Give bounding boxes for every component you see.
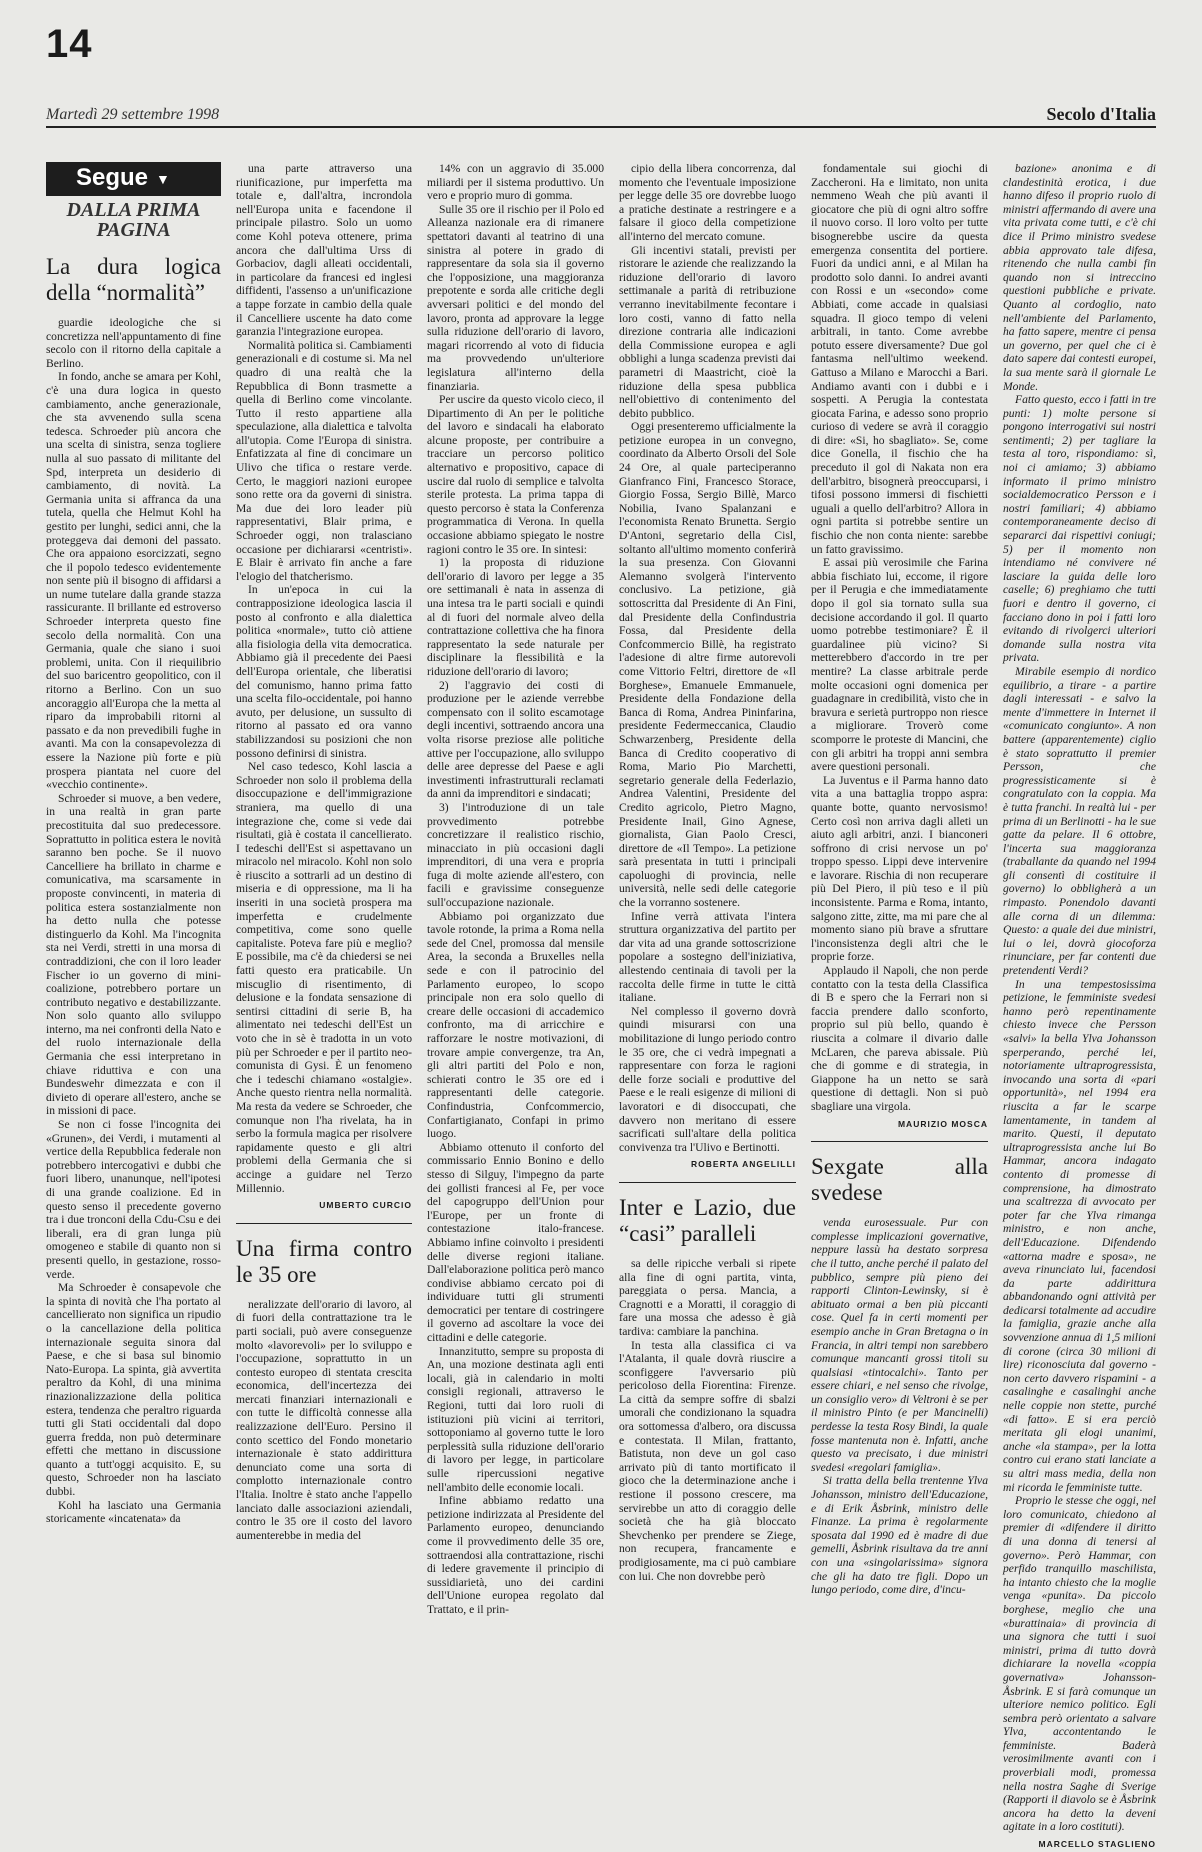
page-number: 14 bbox=[46, 22, 93, 66]
article-body bbox=[236, 162, 412, 1195]
paragraph: Mirabile esempio di nordico equilibrio, a tirare - a partire dagli interessati - e salvo la mente d'immettere in Internet il «comunicato congiunto». A non battere (apparentemente) ciglio è stato soprattutto il premier Persson, che progressisticamente si è congratulato con la coppia. Ma è tutta franchi. In realtà lui - per prima di un Berlinotti - ha le sue gatte da pelare. Il 6 ottobre, l'incerta sua maggioranza (traballante da quando nel 1994 gli consentì di costituire il governo) lo obbligherà a un rimpasto. Ponendolo davanti alle corna di un dilemma: Questo: a quale dei due ministri, lui o lei, dovrà giocoforza rinunciare, per far contenti due pretendenti Verdi? bbox=[1003, 664, 1156, 978]
paragraph: 2) l'aggravio dei costi di produzione per le aziende verrebbe compensato con il solito escamotage degli incentivi, sottraendo ancora una volta risorse preziose alle politiche attive per l'occupazione, allo sviluppo delle aree depresse del Paese e agli investimenti infrastrutturali reclamati da anni da imprenditori e sindacati; bbox=[427, 678, 604, 801]
paragraph: 14% con un aggravio di 35.000 miliardi per il sistema produttivo. Un vero e proprio muro di gomma. bbox=[427, 162, 604, 203]
paragraph: Innanzitutto, sempre su proposta di An, una mozione destinata agli enti locali, già in calendario in molti consigli regionali, attraverso le Regioni, tutti dai loro ruoli di istituzioni più vicini ai territori, sottoponiamo al governo tutte le loro perplessità sulla riduzione dell'orario di lavoro per legge, in particolare sulle ripercussioni negative nell'ambito delle economie locali. bbox=[427, 1344, 604, 1494]
paragraph: Abbiamo ottenuto il conforto del commissario Ennio Bonino e dello stesso di Silguy, l'impegno da parte dei gollisti francesi al Fe, per voce del capogruppo dell'Union pour l'Europe, per un fronte di contestazione italo-francese. Abbiamo infine coinvolto i presidenti delle diverse regioni italiane. Dall'elaborazione politica però manco condivise abbiamo cercato poi di individuare tutti gli strumenti democratici per tentare di costringere il governo ad ascoltare la voce dei cittadini e delle categorie. bbox=[427, 1140, 604, 1345]
article-box bbox=[619, 1182, 796, 1583]
column-5 bbox=[811, 162, 988, 1732]
paragraph: Nel caso tedesco, Kohl lascia a Schroeder non solo il problema della disoccupazione e dell'immigrazione straniera, ma quello di una integrazione che, come si vede dai risultati, già è costata il cancellierato. I tedeschi dell'Est si aspettavano un miracolo nel miracolo. Kohl non solo è riuscito a sottrarli ad un destino di miseria e di oppressione, ma li ha inseriti in una società prospera ma imperfetta e crudelmente competitiva, come sono quelle capitaliste. Poteva fare più e meglio? E possibile, ma c'è da chiedersi se nei fatti questo era praticabile. Un miscuglio di risentimento, di delusione e la fondata sensazione di sentirsi cittadini di serie B, ha alimentato nei tedeschi dell'Est un voto che in sè è tradotta in un voto più per Schroeder e per il partito neo-comunista di Gysi. È un fenomeno che i tedeschi chiamano «ostalgie». Anche questo rientra nella normalità. Ma resta da vedere se Schroeder, che comunque non l'ha rivelata, ha in serbo la formula magica per risolvere rapidamente questo e gli altri problemi della Germania che si accinge a guidare nel Terzo Millennio. bbox=[236, 760, 412, 1195]
headline-inter-lazio: Inter e Lazio, due “casi” paralleli bbox=[619, 1194, 796, 1246]
paragraph: cipio della libera concorrenza, dal momento che l'eventuale imposizione per legge delle 35 ore dovrebbe luogo a pratiche destinate a restringere e a falsare il gioco della competizione all'interno del mercato comune. bbox=[619, 162, 796, 243]
paragraph: In un'epoca in cui la contrapposizione ideologica lascia il posto al confronto e alla dialettica politica «normale», tutto ciò attiene alla fisiologia della vita democratica. Abbiamo già il precedente dei Paesi dell'Europa orientale, che liberatisi del comunismo, hanno prima fatto una scelta filo-occidentale, poi hanno avuto, per delusione, un sussulto di ritorno al passato ed ora vanno stabilizzandosi su posizioni che non possono definirsi di sinistra. bbox=[236, 583, 412, 760]
paragraph: Abbiamo poi organizzato due tavole rotonde, la prima a Roma nella sede del Cnel, promossa dal mensile Area, la seconda a Bruxelles nella sede e con il patrocinio del Parlamento europeo, lo scopo principale non era solo quello di creare delle occasioni di accademico confronto, ma di arricchire e rafforzare le nostre motivazioni, di trovare ampie convergenze, tra An, gli altri partiti del Polo e non, schierati contro le 35 ore ed i rappresentanti delle categorie. Confindustria, Confcommercio, Confartigianato, Confapi in primo luogo. bbox=[427, 909, 604, 1141]
dateline: Martedì 29 settembre 1998 bbox=[46, 106, 220, 123]
paragraph: 1) la proposta di riduzione dell'orario di lavoro per legge a 35 ore settimanali è nata in assenza di una intesa tra le parti sociali e quindi al di fuori del normale alveo della contrattazione collettiva che ha finora rappresentato la sede naturale per disciplinare la flessibilità e la riduzione dell'orario di lavoro; bbox=[427, 556, 604, 678]
triangle-down-icon: ▼ bbox=[156, 170, 170, 187]
header-rule bbox=[46, 126, 1156, 128]
column-2 bbox=[236, 162, 412, 1732]
paragraph: Infine verrà attivata l'intera struttura organizzativa del partito per dar vita ad una grande sottoscrizione popolare a sostegno dell'iniziativa, allestendo centinaia di tavoli per la raccolta delle firme in tutte le città italiane. bbox=[619, 909, 796, 1005]
byline: MARCELLO STAGLIENO bbox=[1038, 1839, 1156, 1850]
paragraph: neralizzate dell'orario di lavoro, al di fuori della contrattazione tra le parti sociali, può avere conseguenze molto «lavorevoli» per lo sviluppo e l'occupazione, soprattutto in un contesto europeo di stentata crescita economica, dell'incertezza dei mercati finanziari internazionali e con tutte le difficoltà connesse alla realizzazione dell'Euro. Persino il conto scettico del Fondo monetario internazionale è stato addirittura denunciato come una sorta di complotto internazionale contro l'Italia. Inoltre è stato anche l'appello lanciato dalle associazioni aziendali, contro le 35 ore il costo del lavoro aumenterebbe in media del bbox=[236, 1297, 412, 1542]
masthead: Secolo d'Italia bbox=[1046, 104, 1156, 124]
headline-sexgate: Sexgate alla svedese bbox=[811, 1154, 988, 1206]
column-3 bbox=[427, 162, 604, 1732]
paragraph: In fondo, anche se amara per Kohl, c'è una dura logica in questo cambiamento, anche generazionale, che sta avvenendo sulla scena tedesca. Schroeder più ancora che una scelta di sinistra, senza togliere nulla al suo passato di militante del Spd, interpreta un desiderio di cambiamento, di novità. La Germania unita si affranca da una tutela, quella che Helmut Kohl ha gestito per lunghi, sedici anni, che la proteggeva dai demoni del passato. Che ora appaiono esorcizzati, segno che il popolo tedesco evidentemente non sente più il bisogno di affidarsi a un nume tutelare dalla grande stazza rassicurante. Il brillante ed estroverso Schroeder interpreta questo fine secolo della normalità. Con una Germania, quale che siano i suoi problemi, unita. Con il riequilibrio del suo baricentro geopolitico, con il ritorno a Berlino. Con un suo ancoraggio all'Europa che la metta al riparo da improbabili ritorni al passato e da non prevedibili fughe in avanti. Ma con la consapevolezza di essere la Nazione più forte e più prospera piantata nel cuore del «vecchio continente». bbox=[46, 370, 221, 792]
byline: MAURIZIO MOSCA bbox=[897, 1118, 988, 1129]
paragraph: Kohl ha lasciato una Germania storicamente «incatenata» da bbox=[46, 1498, 221, 1526]
byline: ROBERTA ANGELILLI bbox=[691, 1159, 796, 1170]
paragraph: una parte attraverso una riunificazione, pur imperfetta ma totale e, dall'altra, incrondola nell'Europa unita e facendone il principale pilastro. Solo un uomo come Kohl poteva ottenere, prima ancora che dall'ultima Urss di Gorbaciov, dagli alleati occidentali, in particolare da francesi ed inglesi diffidenti, l'assenso a un'unificazione a tappe forzate in cambio della quale il Cancelliere uscente ha dato come garanzia l'integrazione europea. bbox=[236, 162, 412, 339]
byline: UMBERTO CURCIO bbox=[319, 1200, 412, 1211]
paragraph: sa delle ripicche verbali si ripete alla fine di ogni partita, vinta, pareggiata o persa. Mancia, a Cragnotti e a Moratti, il coraggio di fare una mossa che adesso è già tardiva: cambiare la panchina. bbox=[619, 1256, 796, 1338]
paragraph: Nel complesso il governo dovrà quindi misurarsi con una mobilitazione di lungo periodo contro le 35 ore, che ci vedrà impegnati a rappresentare con forza le ragioni delle forze sociali e produttive del Paese e le reali esigenze di milioni di lavoratori e di disoccupati, che davvero non meritano di essere sacrificati sull'altare della politica convivenza tra l'Ulivo e Bertinotti. bbox=[619, 1004, 796, 1154]
paragraph: Schroeder si muove, a ben vedere, in una realtà in gran parte precostituita dal suo predecessore. Soprattutto in politica estera le novità saranno ben poche. Se il nuovo Cancelliere ha brillato in charme e comunicativa, ma scarsamente in proposte convincenti, in materia di politica estera sostanzialmente non ha detto nulla che potesse distinguerlo da Kohl. Ma l'incognita sta nei Verdi, stretti in una morsa di contraddizioni, che con il loro leader Fischer io un governo di mini-coalizione, potrebbero portare un contributo negativo e destabilizzante. Non solo quanto allo sviluppo interno, ma nei confronti della Nato e del ruolo internazionale della Germania che essi interpretano in chiave riduttiva e con una Bundeswehr dimezzata e con il divieto di operare all'estero, anche se in missioni di pace. bbox=[46, 791, 221, 1118]
paragraph: 3) l'introduzione di un tale provvedimento potrebbe concretizzare il realistico rischio, minacciato in più occasioni dagli imprenditori, di una vera e propria fuga di molte aziende all'estero, con facili e gravissime conseguenze sull'occupazione nazionale. bbox=[427, 800, 604, 910]
article-body bbox=[427, 162, 604, 1617]
paragraph: Fatto questo, ecco i fatti in tre punti: 1) molte persone si pongono interrogativi sui nostri sentimenti; 2) per tagliare la testa al toro, rispondiamo: sì, noi ci amiamo; 3) abbiamo informato il primo ministro socialdemocratico Persson e i nostri familiari; 4) abbiamo contemporaneamente deciso di separarci dai rispettivi coniugi; 5) per il momento non intendiamo né convivere né lasciare la guida delle loro caselle; 6) preghiamo che tutti fuori e dentro il governo, ci facciano dono in poi i fatti loro evitando di rivolgerci ulteriori domande sulla nostra vita privata. bbox=[1003, 393, 1156, 665]
article-box bbox=[811, 1141, 988, 1597]
column-4 bbox=[619, 162, 796, 1732]
paragraph: La Juventus e il Parma hanno dato vita a una battaglia troppo aspra: quante botte, quanto nervosismo! Certo così non arriva dagli alleti un aiuto agli arbitri, anzi. I bianconeri soffrono di crisi nervose un po' troppo spesso. Lippi deve intervenire e lavorare. Rischia di non recuperare più Del Piero, il più teso e il più inconsistente. Parma e Roma, intanto, salgono zitte, zitte, ma mi pare che al momento siano più brave a sfruttare l'inconsistenza degli altri che le proprie forze. bbox=[811, 773, 988, 964]
article-body bbox=[1003, 162, 1156, 1834]
paragraph: Si tratta della bella trentenne Ylva Johansson, ministro dell'Educazione, e di Erik Åsbrink, ministro delle Finanze. La prima è regolarmente sposata dal 1990 ed è madre di due gemelli, Åsbrink risultava da tre anni con una «singolarissima» signora che gli ha dato tre figli. Dopo un lungo periodo, come dire, d'incu- bbox=[811, 1474, 988, 1597]
paragraph: Sulle 35 ore il rischio per il Polo ed Alleanza nazionale era di rimanere spettatori davanti al teatrino di una sinistra al potere in grado di rappresentare da sola sia il governo che l'opposizione, una maggioranza prepotente e sorda alle critiche degli avversari politici e del mondo del lavoro, pronta ad approvare la legge sulla riduzione dell'orario di lavoro, magari ricorrendo al voto di fiducia ma provvedendo un'ulteriore legislatura all'interno della finanziaria. bbox=[427, 202, 604, 393]
paragraph: fondamentale sui giochi di Zaccheroni. Ha e limitato, non unita nemmeno Weah che più avanti il giocatore che più di ogni altro soffre il nuovo corso. Il loro volto per tutte bisognerebbe uscire da questa emergenza consentita del portiere. Fuori da undici anni, e al Milan ha prodotto solo danni. Io andrei avanti con Rossi e un «secondo» come Abbiati, come accade in qualsiasi squadra. Il gioco tempo di veleni arbitrali, in tanto. Come avrebbe potuto essere diversamente? Due gol fantasma nell'ultimo weekend. Gattuso a Milano e Marocchi a Bari. Andiamo avanti con i dubbi e i sospetti. A Perugia la contestata giocata Farina, e adesso sono proprio curioso di vedere se avrà il coraggio di dire: «Si, ho sbagliato». Se, come dice Gonella, il fischio che ha preceduto il gol di Nakata non era dell'arbitro, bisognerà preoccuparsi, i tifosi possono immersi di fischietti uguali a quello dell'arbitro? Allora in ogni partita si potrebbe sentire un fischio che non conta niente: sarebbe un fatto gravissimo. bbox=[811, 162, 988, 556]
paragraph: Applaudo il Napoli, che non perde contatto con la testa della Classifica di B e spero che la Ferrari non si faccia prendere dallo sconforto, proprio sul più bello, quando è riuscita a colmare il divario dalle McLaren, che pareva abissale. Più che di gomme e di strategia, in Giappone ha un netto se sarà questione di dettagli. Non si può sbagliare una virgola. bbox=[811, 964, 988, 1113]
paragraph: Per uscire da questo vicolo cieco, il Dipartimento di An per le politiche del lavoro e sindacali ha elaborato alcune proposte, per contribuire a tracciare un percorso politico alternativo e propositivo, capace di uscire dal ruolo di semplice e talvolta sterile protesta. La prima tappa di questo percorso è stata la Conferenza programmatica di Verona. In quella occasione abbiamo spiegato le nostre ragioni contro le 35 ore. In sintesi: bbox=[427, 393, 604, 556]
article-body bbox=[619, 162, 796, 1154]
article-body bbox=[811, 1216, 988, 1597]
paragraph: In una tempestosissima petizione, le femministe svedesi hanno però repentinamente chiesto invece che Persson «salvi» la bella Ylva Johansson sperperando, perché lei, notoriamente ultraprogressista, invocando una sorta di «pari opportunità», nel 1994 era riuscita a far le scarpe lamentamente, in tandem al marito. Questi, il deputato ultraprogressista anche lui Bo Hammar, ancora indagato contento di promesse di comprensione, ha dimostrato una scaltrezza di avvocato per poter far che Ylva rimanga ministro, e non anche, dell'Educazione. Difendendo «attorna madre e sposa», ne aveva rinunciato lui, facendosi da parte addirittura abbandonando ogni attività per dedicarsi totalmente ad accudire la famiglia, grazie anche alla sovvenzione annua di 1,5 milioni di corone (circa 30 milioni di lire) riconosciuta dal governo - non certo davvero rispamini - a casalinghe e casalinghi anche nelle coppie non stette, purché «di fatto». E si era perciò meritata gli elogi unanimi, anche «la stampa», per la lotta contro cui erano stati lanciate a su altri mass media, della non mi ricorda le femministe tutte. bbox=[1003, 977, 1156, 1494]
segue-banner bbox=[46, 162, 221, 196]
paragraph: Oggi presenteremo ufficialmente la petizione europea in un convegno, coordinato da Alberto Orsoli del Sole 24 Ore, al quale parteciperanno Gianfranco Fini, Francesco Storace, Giorgio Fossa, Sergio Billè, Marco Nobilia, Ivano Spalanzani e l'economista Renato Brunetta. Sergio D'Antoni, segretario della Cisl, soltanto all'ultimo momento conferirà la sua presenza. Con Giovanni Alemanno svolgerà l'intervento conclusivo. La petizione, già sottoscritta dal Presidente di An Fini, dal Presidente della Confindustria Fossa, dal Presidente della Confcommercio Billè, ha registrato l'adesione di altre firme autorevoli come Vittorio Feltri, direttore de «Il Borghese», Emanuele Emmanuele, Presidente della Fondazione della Banca di Roma, Andrea Pininfarina, presidente Federmeccanica, Claudio Schwarzenberg, Presidente della Banca di Credito cooperativo di Roma, Mario Pio Marchetti, segretario generale della Federlazio, Andrea Valentini, Presidente del Credito agricolo, Pietro Magno, Presidente Inail, Gino Agnese, giornalista, Gian Paolo Cresci, direttore de «Il Tempo». La petizione sarà presentata in tutti i principali capoluoghi di provincia, nelle università, nelle sedi delle categorie che la vorranno sostenere. bbox=[619, 420, 796, 910]
article-body bbox=[619, 1257, 796, 1583]
segue-label: Segue bbox=[76, 164, 149, 191]
paragraph: venda eurosessuale. Pur con complesse implicazioni governative, neppure lassù ha destato sorpresa che il tutto, anche perché il palato del pubblico, sempre più pieno dei rapporti Clinton-Lewinsky, si è abituato ormai a ben più piccanti cose. Quel fa in certi momenti per esempio anche in Gran Bretagna o in Francia, in altri tempi non sarebbero comunque mancanti grossi titoli su qualsiasi «tintocalchi». Tanto per essere chiari, e nel senso che rivolge, un consiglio vero» di Veltroni è se per il ministro Pinto (e per Mancinelli) perdesse la testa Rosy Bindi, la quale fosse mantenuta non è. Infatti, anche questo va precisato, i due ministri svedesi «regolari famiglia». bbox=[811, 1216, 988, 1474]
article-body bbox=[811, 162, 988, 1114]
column-6 bbox=[1003, 162, 1156, 1850]
paragraph: Normalità politica si. Cambiamenti generazionali e di costume si. Ma nel quadro di una realtà che la Repubblica di Bonn trasmette a quella di Berlino come vincolante. Tutto il resto appartiene alla speculazione, alla dialettica e talvolta all'utopia. Come l'Europa di sinistra. Enfatizzata al fine di concimare un Ulivo che tifica o restare verde. Certo, le maggiori nazioni europee sono rette ora da governi di sinistra. Ma due dei loro leader più rappresentativi, Blair prima, e Schroeder oggi, non tralasciano occasione per dichiararsi «centristi». E Blair è arrivato fin anche a fare l'elogio del thatcherismo. bbox=[236, 338, 412, 583]
article-body bbox=[46, 316, 221, 1526]
paragraph: Ma Schroeder è consapevole che la spinta di novità che l'ha portato al cancellierato non significa un ripudio o la cancellazione della politica internazionale seguita sinora dal Paese, e che si basa sul binomio Nato-Europa. La spinta, già avvertita peraltro da Kohl, di una minima rinazionalizzazione della politica estera, tendenza che peraltro riguarda tutti gli Stati occidentali dal dopo guerra fredda, non può determinare effetti che mettano in discussione quanto a tutt'oggi acquisito. E, su questo, Schroeder non ha lasciato dubbi. bbox=[46, 1281, 221, 1499]
column-1 bbox=[46, 162, 221, 1732]
kicker: DALLA PRIMA PAGINA bbox=[66, 199, 201, 241]
headline-una-firma: Una firma contro le 35 ore bbox=[236, 1235, 412, 1287]
article-box bbox=[236, 1223, 412, 1543]
article-body bbox=[236, 1298, 412, 1543]
paragraph: Gli incentivi statali, previsti per ristorare le aziende che realizzando la riduzione dell'orario di lavoro settimanale a parità di retribuzione verranno inevitabilmente fecontare i loro costi, vanno di fatto nella direzione contraria alle indicazioni della Commissione europea e agli obblighi a lunga scadenza previsti dai parametri di Maastricht, cioè la riduzione della spesa pubblica nell'obiettivo di contenimento del debito pubblico. bbox=[619, 243, 796, 420]
paragraph: bazione» anonima e di clandestinità erotica, i due hanno difeso il proprio ruolo di ministri affermando di avere una vita privata come tutti, e c'è chi dice il Primo ministro svedese abbia approvato tale difesa, ritenendo che nulla cambi fin quando non si intreccino questioni pubbliche e private. Quanto al cordoglio, nato nell'ambiente del Parlamento, ha fatto sapere, mentre ci pensa un governo, per quel che ci è dato sapere dai contesti europei, la sua mente sarà il giornale Le Monde. bbox=[1003, 162, 1156, 393]
paragraph: Se non ci fosse l'incognita dei «Grunen», dei Verdi, i mutamenti al vertice della Repubblica federale non potrebbero intercogativi e dubbi che fuori libero, unanunque, nell'ipotesi di una grande coalizione. Ed in questo senso il precedente governo tra i due tronconi della Cdu-Csu e dei liberali, era di gran lunga più omogeneo e stabile di quanto non si presenti quello, in gestazione, rosso-verde. bbox=[46, 1118, 221, 1281]
paragraph: E assai più verosimile che Farina abbia fischiato lui, eccome, il rigore per il Perugia e che immediatamente dopo il gol sia tornato sulla sua decisione accordando il gol. Il quarto uomo potrebbe testimoniare? È il guardalinee più vicino? Si metterebbero d'accordo in tre per mentire? La classe arbitrale perde molte occasioni ogni domenica per guadagnare in credibilità, visto che in bravura e serietà purtroppo non riesce a migliorare. Troverò come scomporre le proteste di Mancini, che con gli arbitri ha troppi anni sembra avere questioni personali. bbox=[811, 556, 988, 774]
paragraph: In testa alla classifica ci va l'Atalanta, il quale dovrà riuscire a sconfiggere l'avversario più pericoloso della Fiorentina: Firenze. La città da sempre soffre di sbalzi umorali che condizionano la squadra ora sottomessa d'albero, ora discussa e contestata. Il Milan, frattanto, Batistuta, non deve un gol caso arrivato più di tanto mortificato il gioco che la determinazione anche i restione il possono crescere, ma servirebbe un atto di coraggio delle società che ha già bloccato Shevchenko per prendere se Ziege, non recupera, francamente e prodigiosamente, ma ci può cambiare con lui. Che non dovrebbe però bbox=[619, 1338, 796, 1583]
paragraph: Proprio le stesse che oggi, nel loro comunicato, chiedono al premier di «difendere il diritto di una donna di tenersi al governo». Però Hammar, con perfido tranquillo maschilista, ha intanto chiesto che la moglie venga «punita». Da piccolo borghese, meglio che una «burattinaia» di provincia di una signora che tutti i suoi ministri, prima di tutto dovrà dichiarare la novella «coppia governativa» Johansson-Åsbrink. E si farà comunque un ulteriore nemico politico. Egli sembra però orientato a salvare Ylva, accontentando le femministe. Baderà verosimilmente avanti con i proverbiali modi, promessa nella nostra Saghe di Sverige (Rapporti il diavolo se è Åsbrink ancora ha detto la deveni agitate in a loro costituti). bbox=[1003, 1494, 1156, 1834]
headline-dura-logica: La dura logica della “normalità” bbox=[46, 254, 221, 305]
paragraph: Infine abbiamo redatto una petizione indirizzata al Presidente del Parlamento europeo, denunciando come il provvedimento delle 35 ore, sottraendosi alla contrattazione, rischi di ledere gravemente il principio di sussidiarietà, uno dei cardini dell'Unione europea regolato dal Trattato, e il prin- bbox=[427, 1494, 604, 1616]
paragraph: guardie ideologiche che si concretizza nell'appuntamento di fine secolo con il ritorno della capitale a Berlino. bbox=[46, 316, 221, 370]
